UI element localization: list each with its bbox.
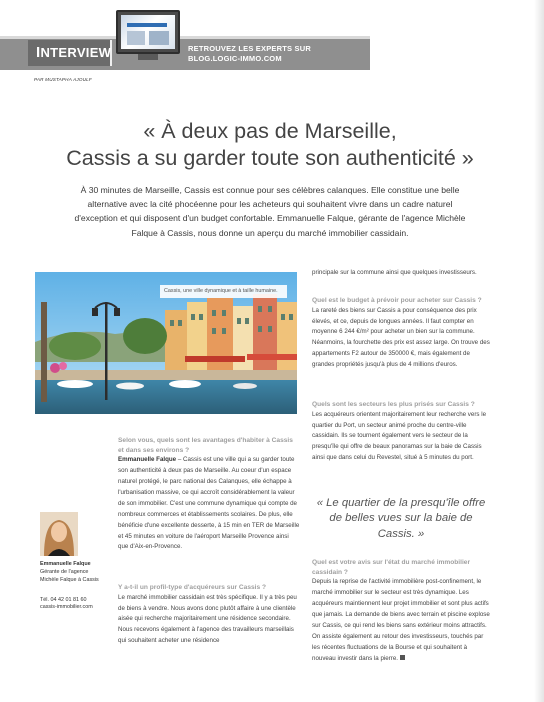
pull-quote: « Le quartier de la presqu'île offre de belles vues sur la baie de Cassis. » — [316, 497, 486, 540]
header-band-highlight — [0, 36, 370, 39]
blog-link-line1: RETROUVEZ LES EXPERTS SUR — [188, 44, 311, 53]
monitor-screen-block — [127, 31, 145, 45]
sidebar-role-line1: Gérante de l'agence — [40, 569, 89, 575]
photo-caption: Cassis, une ville dynamique et à taille humaine. — [160, 285, 287, 298]
sidebar-contact — [40, 597, 114, 612]
answer-5-text: Depuis la reprise de l'activité immobilière post-confinement, le marché immobilier sur le secteur est très dynamique. Les acquéreurs maintiennent leur projet immobilier et sont plus actifs que jamais. La demande de biens avec terrain et piscine explose sur Cassis, ce qui rend les biens sans extérieur moins attractifs. On assiste également au retour des investisseurs, touchés par les récentes fluctuations de la Bourse et qui souhaitent à nouveau investir dans la pierre. — [312, 578, 490, 662]
answer-2: Le marché immobilier cassidain est très spécifique. Il y a très peu de biens à vendre. Nous avons donc plutôt affaire à une clientèle aisée qui recherche majoritairement une résidence secondaire. Nous recevons également à l'agence des travailleurs marseillais qui souhaitent acheter une résidence — [118, 593, 297, 645]
headline-line2: Cassis a su garder toute son authenticité » — [66, 146, 474, 170]
sidebar-name: Emmanuelle Falque — [40, 561, 91, 567]
monitor-stand — [138, 54, 158, 60]
answer-5 — [312, 577, 490, 664]
portrait-photo — [40, 512, 78, 556]
answer-3: La rareté des biens sur Cassis a pour conséquence des prix élevés, et ce, depuis de longues années. Il faut compter en moyenne 6 244 €/m² pour acheter un bien sur la commune. Néanmoins, la fourchette des prix est assez large. On trouve des appartements F2 autour de 350000 €, mais également de grandes propriétés jusqu'à plus de 4 millions d'euros. — [312, 306, 490, 369]
sidebar-role-line2: Michèle Falque à Cassis — [40, 577, 99, 583]
intro-paragraph: À 30 minutes de Marseille, Cassis est connue pour ses célèbres calanques. Elle constitue une belle alternative avec la cité phocéenne pour les acheteurs qui souhaitent vivre dans un cadre naturel d'exception et qui disposent d'un budget confortable. Emmanuelle Falque, gérante de l'agence Michèle Falque à Cassis, nous donne un aperçu du marché immobilier cassidain. — [74, 185, 466, 238]
question-3: Quel est le budget à prévoir pour acheter sur Cassis ? — [312, 297, 482, 304]
byline: PAR MUSTAPHA AJOULF — [34, 77, 92, 82]
question-3-block — [312, 296, 490, 371]
page-edge-shadow — [534, 0, 544, 702]
question-2-block — [118, 583, 300, 647]
section-tab-label: NTERVIEW — [40, 45, 112, 60]
question-4-block — [312, 400, 490, 464]
monitor-screen-block — [149, 31, 169, 45]
monitor-screen-bar — [127, 23, 167, 27]
answer-1 — [118, 455, 300, 553]
sidebar-phone: Tél. 04 42 01 81 60 — [40, 597, 87, 603]
blog-link-url: BLOG.LOGIC-IMMO.COM — [188, 53, 282, 63]
portrait-illustration — [40, 512, 78, 556]
section-tab-interview — [28, 40, 112, 66]
question-1: Selon vous, quels sont les avantages d'habiter à Cassis et dans ses environs ? — [118, 437, 293, 454]
sidebar-identity — [40, 560, 114, 584]
computer-monitor-icon — [116, 10, 180, 54]
answer-4: Les acquéreurs orientent majoritairement leur recherche vers le quartier du Port, un secteur animé proche du centre-ville cassidain. Ils se tournent également vers le secteur de la presqu'île qui offre de beaux panoramas sur la baie de Cassis ainsi que dans celui du Revestel, situé à 5 minutes du port. — [312, 410, 487, 462]
monitor-screen — [121, 15, 175, 49]
answer-1-text: – Cassis est une ville qui a su garder toute son authenticité à deux pas de Marseille. Au coeur d'un espace naturel protégé, le parc national des Calanques, elle échappe à l'urbanisation massive, ce qui accroît considérablement la valeur de son immobilier. C'est une commune dynamique qui compte de nombreux commerces et établissements scolaires. De plus, elle bénéficie d'une excellente desserte, à 15 min en TER de Marseille et 45 minutes en voiture de l'aéroport Marseille Provence ainsi que d'Aix-en-Provence. — [118, 456, 300, 551]
question-2: Y a-t-il un profil-type d'acquéreurs sur Cassis ? — [118, 584, 267, 591]
headline — [40, 118, 500, 172]
end-of-article-mark — [400, 655, 405, 660]
question-5-block — [312, 558, 490, 664]
headline-line1: « À deux pas de Marseille, — [143, 119, 397, 143]
question-1-block — [118, 436, 300, 553]
answer-speaker: Emmanuelle Falque — [118, 456, 177, 464]
answer-2-continued: principale sur la commune ainsi que quelques investisseurs. — [312, 269, 477, 276]
sidebar-website[interactable]: cassis-immobilier.com — [40, 604, 93, 611]
question-5: Quel est votre avis sur l'état du marché immobilier cassidain ? — [312, 559, 471, 576]
question-4: Quels sont les secteurs les plus prisés sur Cassis ? — [312, 401, 475, 408]
blog-link[interactable] — [188, 44, 311, 63]
section-tab-initial: I — [36, 44, 41, 61]
